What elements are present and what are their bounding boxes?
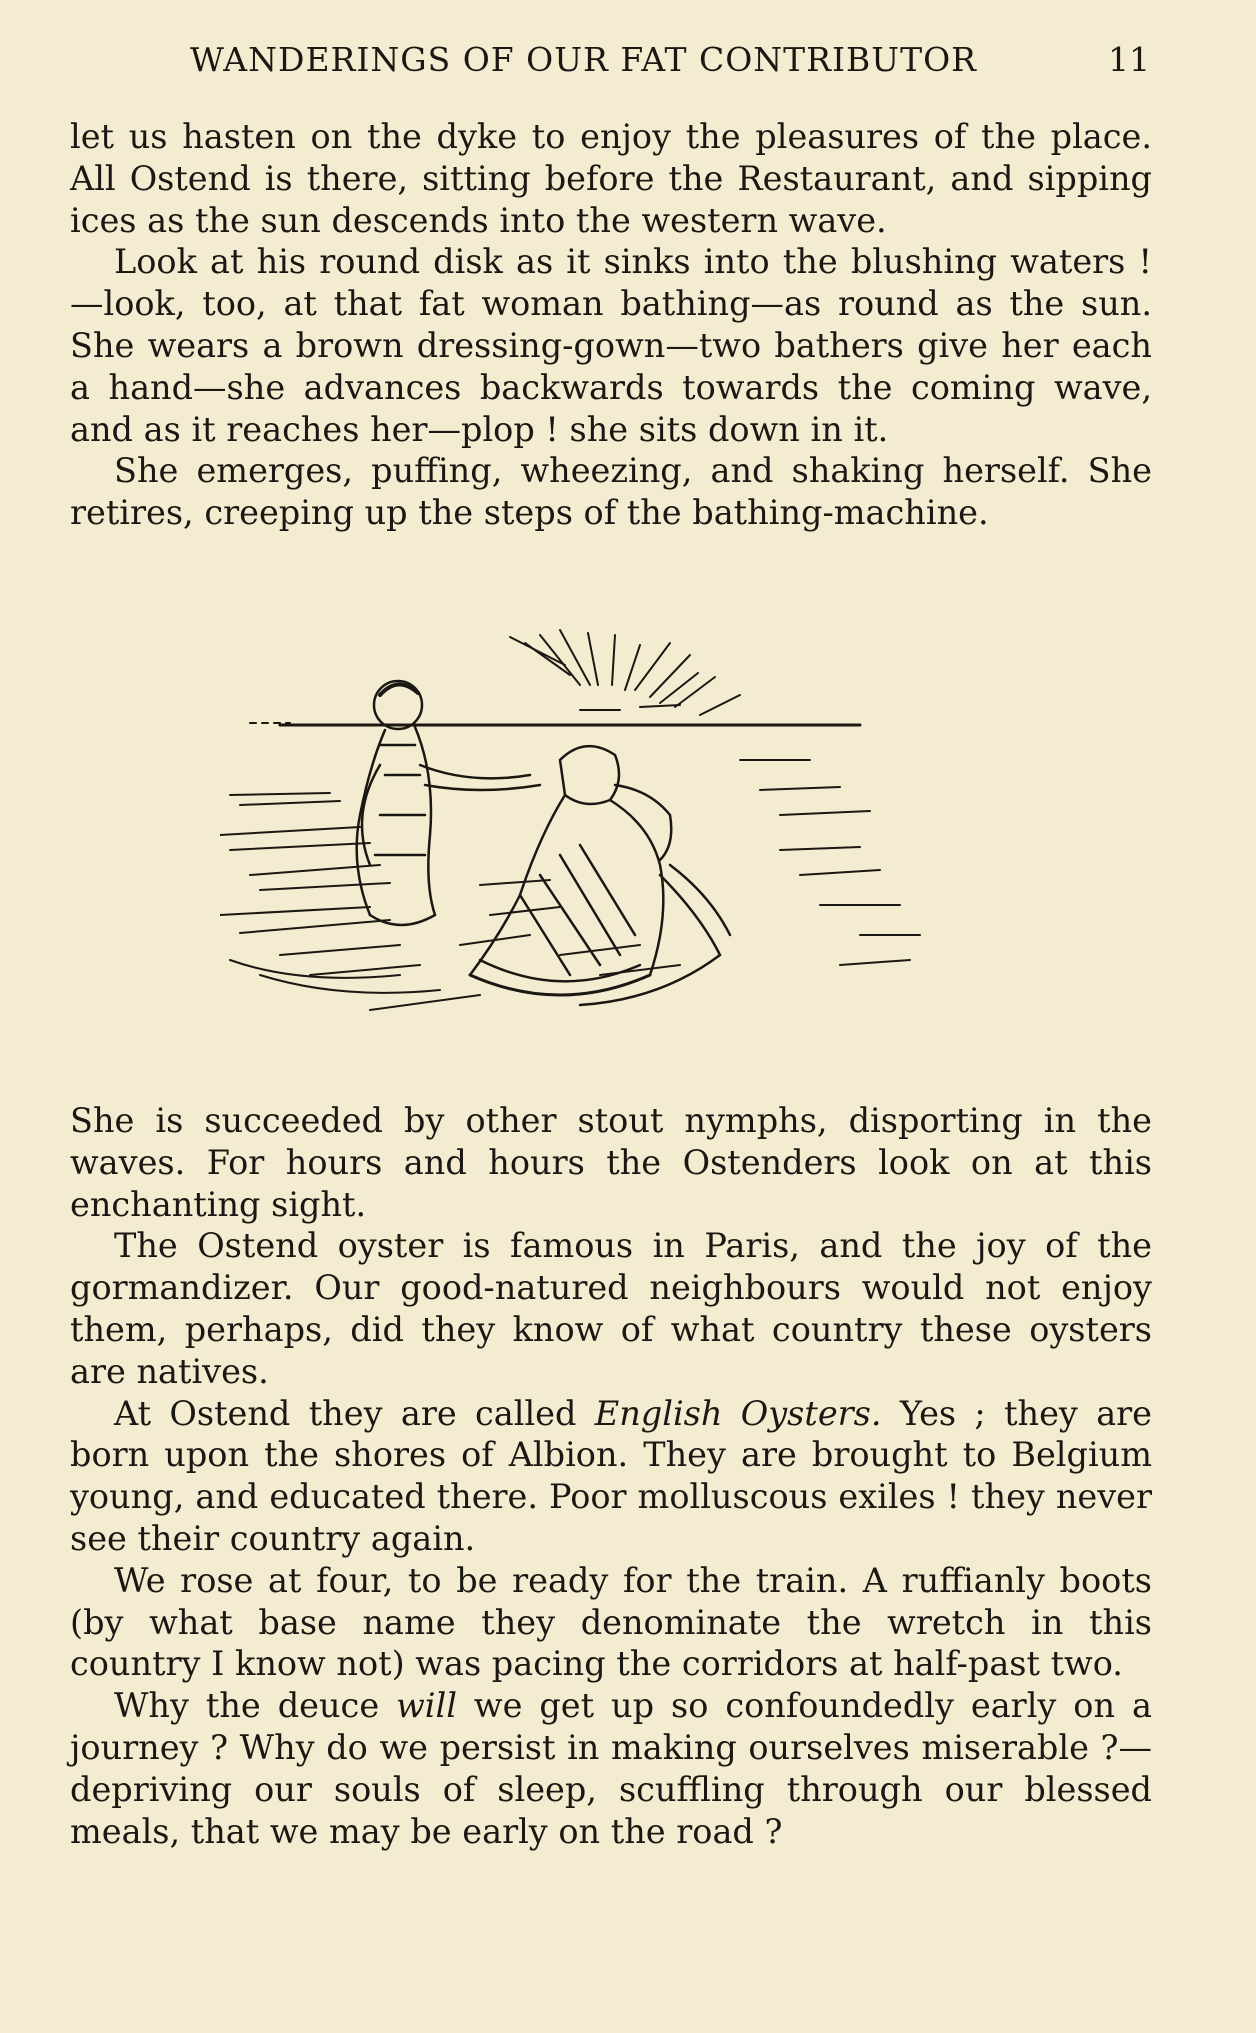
paragraph: The Ostend oyster is famous in Paris, and the joy of the gormandizer. Our good-natured neighbours would not enjoy them, perhaps, did they know of what country these oysters are natives. (70, 1226, 1152, 1391)
bathing-woman-illustration (220, 615, 960, 1075)
text-block-bottom (70, 1100, 1152, 1852)
running-head (70, 40, 1150, 90)
paragraph: Look at his round disk as it sinks into the blushing waters !—look, too, at that fat woman bathing—as round as the sun. She wears a brown dressing-gown—two bathers give her each a hand—she advances backwards towards the coming wave, and as it reaches her—plop ! she sits down in it. (70, 242, 1152, 449)
paragraph (70, 1685, 1152, 1852)
paragraph: let us hasten on the dyke to enjoy the pleasures of the place. All Ostend is there, sitting before the Restaurant, and sipping ices as the sun descends into the western wave. (70, 117, 1152, 240)
paragraph: We rose at four, to be ready for the train. A ruffianly boots (by what base name they denominate the wretch in this country I know not) was pacing the corridors at half-past two. (70, 1560, 1152, 1684)
paragraph-text: Yes ; they are born upon the shores of Albion. They are brought to Belgium young, and educated there. Poor molluscous exiles ! they never see their country again. (70, 1393, 1153, 1558)
running-title: WANDERINGS OF OUR FAT CONTRIBUTOR (190, 40, 977, 79)
text-block-top (70, 116, 1152, 534)
paragraph-text: Why the deuce (114, 1686, 397, 1726)
paragraph: She emerges, puffing, wheezing, and shaking herself. She retires, creeping up the steps of the bathing-machine. (70, 451, 1152, 533)
paragraph-text: we get up so confoundedly early on a journey ? Why do we persist in making ourselves miserable ?—depriving our souls of sleep, scuffling through our blessed meals, that we may be early on the road ? (70, 1686, 1152, 1851)
sun-rays-icon (510, 630, 740, 715)
page-number: 11 (1108, 40, 1150, 79)
paragraph-text: At Ostend they are called (114, 1393, 595, 1433)
italic-text: English Oysters. (594, 1393, 882, 1433)
seated-woman-icon (470, 746, 730, 1005)
bather-figure-icon (357, 681, 540, 925)
paragraph: She is succeeded by other stout nymphs, disporting in the waves. For hours and hours the Ostenders look on at this enchanting sight. (70, 1101, 1152, 1224)
paragraph (70, 1393, 1152, 1560)
italic-text: will (396, 1686, 457, 1726)
